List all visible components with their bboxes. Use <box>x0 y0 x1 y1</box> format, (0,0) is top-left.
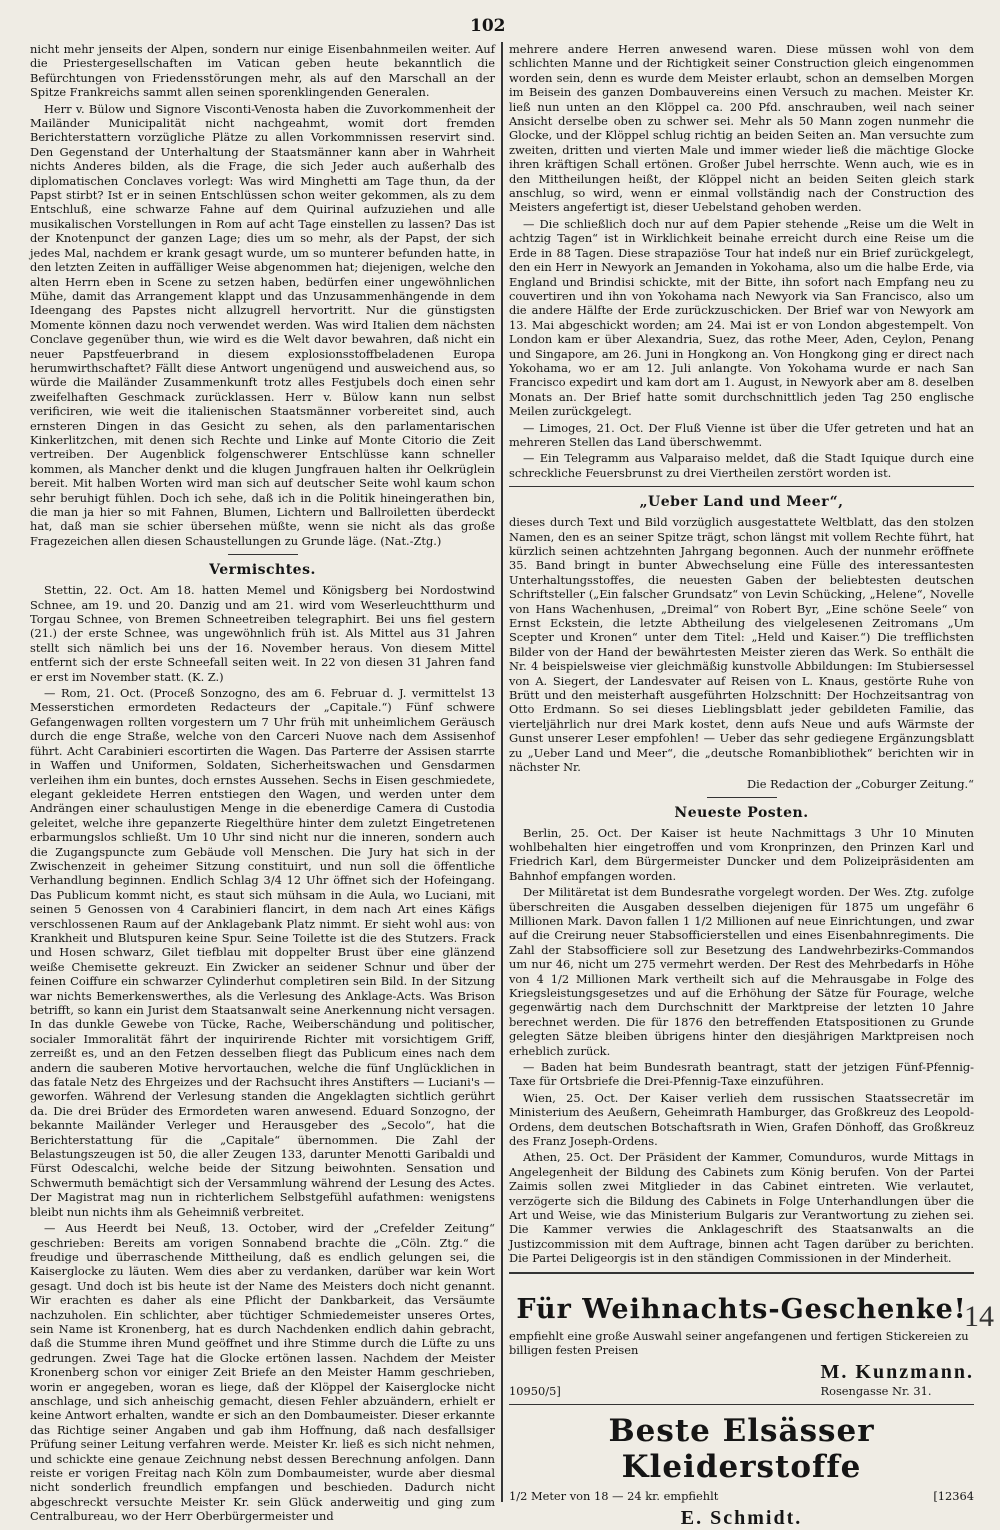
article-paragraph: — Die schließlich doch nur auf dem Papier stehende „Reise um die Welt in achtzig Tagen“ ist in Wirklichkeit beinahe erreicht durch eine Reise um die Erde in 88 Tagen. Diese strapaziöse Tour hat indeß nur ein Brief zurückgelegt, den ein Herr in Newyork an Jemanden in Yokohama, also um die halbe Erde, via England und Brindisi schickte, mit der Bitte, ihn sofort nach Empfang neu zu couvertiren und ihn von Yokohama nach Newyork via San Francisco, also um die andere Hälfte der Erde zurückzuschicken. Der Brief war von Newyork am 13. Mai abgeschickt worden; am 24. Mai ist er von London abgestempelt. Von London kam er über Alexandria, Suez, das rothe Meer, Aden, Ceylon, Penang und Singapore, am 26. Juni in Hongkong an. Von Hongkong ging er direct nach Yokohama, wo er am 12. Juli anlangte. Von Yokohama wurde er nach San Francisco expedirt und kam dort am 1. August, in Newyork aber am 8. deselben Monats an. Der Brief hatte somit durchschnittlich jeden Tag 250 englische Meilen zurückgelegt. <box>509 216 974 419</box>
advertisement-kunzmann <box>509 1272 974 1398</box>
article-paragraph: — Aus Heerdt bei Neuß, 13. October, wird der „Crefelder Zeitung“ geschrieben: Bereits am vorigen Sonnabend brachte die „Cöln. Ztg.“ die freudige und überraschende Mittheilung, daß es endlich gelungen sei, die Kaiserglocke zu läuten. Wem dies aber zu verdanken, darüber war kein Wort gesagt. Und doch ist bis heute ist der Name des Meisters doch nicht genannt. Wir erachten es daher als eine Pflicht der Dankbarkeit, das Versäumte nachzuholen. Ein schlichter, aber tüchtiger Schmiedemeister unseres Ortes, sein Name ist Kronenberg, hat es durch Nachdenken endlich dahin gebracht, daß die Stumme ihren Mund geöffnet und ihre Stimme durch die Lüfte zu uns gedrungen. Zwei Tage hat die Glocke ertönen lassen. Nachdem der Meister Kronenberg schon vor einiger Zeit Briefe an den Meister Hamm geschrieben, worin er angegeben, woran es liege, daß der Klöppel der Kaiserglocke nicht anschlage, und sich anheischig gemacht, diesen Fehler abzuändern, erhielt er keine Antwort erhalten, wandte er sich an den Dombaumeister. Dieser erkannte das Richtige seiner Angaben und gab ihm Hoffnung, daß nach desfallsiger Prüfung seiner Leitung verfahren werde. Meister Kr. ließ es sich nicht nehmen, und schickte eine genaue Zeichnung nebst dessen Berechnung anfolgen. Dann reiste er vorigen Freitag nach Köln zum Dombaumeister, wurde aber diesmal nicht sonderlich freundlich empfangen und beschieden. Dadurch nicht abgeschreckt versuchte Meister Kr. sein Glück anderweitig und ging zum Centralbureau, wo der Herr Oberbürgermeister und <box>30 1221 495 1524</box>
left-column <box>30 42 495 1524</box>
ad-footer <box>509 1361 974 1398</box>
section-heading: Neueste Posten. <box>674 804 809 821</box>
ad-text: 1/2 Meter von 18 — 24 kr. empfiehlt <box>509 1488 719 1503</box>
ad-code: [12364 <box>933 1488 974 1503</box>
ad-line <box>509 1489 974 1503</box>
margin-note: 14 <box>964 1300 994 1333</box>
article-paragraph: nicht mehr jenseits der Alpen, sondern nur einige Eisenbahnmeilen weiter. Auf die Priestergesellschaften im Vatican geben heute bekanntlich die Befürchtungen von Friedensstörungen mehr, als auf den Marschall an der Spitze Frankreichs sammt allen seinen sporenklingenden Generalen. <box>30 42 495 100</box>
column-rule <box>501 42 503 1502</box>
article-paragraph: dieses durch Text und Bild vorzüglich ausgestattete Weltblatt, das den stolzen Namen, den es an seiner Spitze trägt, schon längst mit vollem Rechte führt, hat kürzlich seinen achtzehnten Jahrgang begonnen. Auch der nunmehr eröffnete 35. Band bringt in bunter Abwechselung eine Fülle des interessantesten Unterhaltungsstoffes, die neuesten Gaben der beliebtesten deutschen Schriftsteller („Ein falscher Grundsatz“ von Levin Schücking, „Helene“, Novelle von Hans Wachenhusen, „Dreimal“ von Robert Byr, „Eine schöne Seele“ von Ernst Eckstein, die letzte Abtheilung des vielgelesenen Zeitromans „Um Scepter und Kronen“ unter dem Titel: „Held und Kaiser.“) Die trefflichsten Bilder von der Hand der bewährtesten Meister zieren das Werk. So enthält die Nr. 4 beispielsweise vier gleichmäßig kunstvolle Abbildungen: Im Stubiersessel von A. Siegert, der Landesvater auf Reisen von L. Knaus, gestörte Ruhe von Brütt und den meisterhaft ausgeführten Holzschnitt: Der Hochzeitsantrag von Otto Erdmann. So sei dieses Lieblingsblatt jeder gebildeten Familie, das vierteljährlich nur drei Mark kostet, denn aufs Neue und aufs Wärmste der Gunst unserer Leser empfohlen! — Ueber das sehr gediegene Ergänzungsblatt zu „Ueber Land und Meer“, die „deutsche Romanbibliothek“ berichten wir in nächster Nr. <box>509 515 974 775</box>
article-paragraph: Athen, 25. Oct. Der Präsident der Kammer, Comunduros, wurde Mittags in Angelegenheit der Bildung des Cabinets zum König berufen. Von der Partei Zaimis sollen zwei Mitglieder in das Cabinet eintreten. Wie verlautet, verzögerte sich die Bildung des Cabinets in Folge Unterhandlungen über die Art und Weise, wie das Ministerium Bulgaris zur Verantwortung zu ziehen sei. Die Kammer verwies die Anklageschrift des Staatsanwalts an die Justizcommission mit dem Auftrage, binnen acht Tagen darüber zu berichten. Die Partei Deligeorgis ist in den ständigen Commissionen in der Minderheit. <box>509 1150 974 1266</box>
advertisement-schmidt <box>509 1413 974 1530</box>
section-heading: „Ueber Land und Meer“, <box>639 494 844 511</box>
ad-advertiser <box>821 1361 974 1398</box>
ad-title: Beste Elsässer Kleiderstoffe <box>608 1412 875 1485</box>
divider <box>509 1404 974 1405</box>
ad-title: Für Weihnachts-Geschenke! <box>516 1293 967 1325</box>
divider <box>228 554 298 555</box>
section-heading: Vermischtes. <box>209 562 316 579</box>
ad-code: 10950/5] <box>509 1383 561 1398</box>
article-paragraph: Herr v. Bülow und Signore Visconti-Venosta haben die Zuvorkommenheit der Mailänder Municipalität nicht nachgeahmt, womit dort fremden Berichterstattern vorzügliche Plätze zu allen Vorkommnissen reservirt sind. Den Gegenstand der Unterhaltung der Staatsmänner kann aber in Wahrheit nichts Anderes bilden, als die Frage, die sich Jeder auch außerhalb des diplomatischen Conclaves vorlegt: Was wird Minghetti am Tage thun, da der Papst stirbt? Ist er in seinen Entschlüssen schon weiter gekommen, als zu dem Entschluß, eine schwarze Fahne auf dem Quirinal aufzuziehen und alle musikalischen Vorstellungen in Rom auf acht Tage einstellen zu lassen? Das ist der Knotenpunct der ganzen Lage; dies um so mehr, als der Papst, der sich jedes Mal, nachdem er krank gesagt wurde, um so munterer befunden hatte, in den letzten Zeiten in auffälliger Weise abgenommen hat; diejenigen, welche den alten Herrn eben in Scene zu setzen haben, bedürfen einer ungewöhnlichen Mühe, damit das Arrangement klappt und das Unzusammenhängende in dem Ideengang des Papstes nicht allzugrell hervortritt. Nur die günstigsten Momente können dazu noch verwendet werden. Was wird Italien dem nächsten Conclave gegenüber thun, wie wird es die Welt davor bewahren, daß nicht ein neuer Papstfeuerbrand in diesem explosionsstoffbeladenen Europa herumwirthschaftet? Fällt diese Antwort ungenügend und ausweichend aus, so würde die Mailänder Zusammenkunft trotz alles Festjubels doch einen sehr zweifelhaften Geschmack zurücklassen. Herr v. Bülow kann nun selbst verificiren, wie weit die italienischen Staatsmänner vorbereitet sind, auch ernsteren Dingen in das Gesicht zu sehen, als den parlamentarischen Kinkerlitzchen, mit denen sich Rechte und Linke auf Monte Citorio die Zeit vertreiben. Der Augenblick folgenschwerer Entschlüsse kann schneller kommen, als Mancher denkt und die klugen Jungfrauen halten ihr Oelkrüglein bereit. Mit halben Worten wird man sich auf deutscher Seite wohl kaum schon sehr beruhigt fühlen. Doch ich sehe, daß ich in die Politik hineingerathen bin, die man ja hier so mit Fahnen, Blumen, Lichtern und Ballroiletten überdeckt hat, daß man sie schier übersehen müßte, wenn sie nicht als das große Fragezeichen allen diesen Schaustellungen zu Grunde läge. (Nat.-Ztg.) <box>30 101 495 548</box>
page-number: 102 <box>470 16 506 36</box>
ad-address: Rosengasse Nr. 31. <box>820 1383 932 1398</box>
ad-name: E. Schmidt. <box>680 1506 803 1529</box>
columns <box>30 42 974 1529</box>
article-paragraph: Berlin, 25. Oct. Der Kaiser ist heute Nachmittags 3 Uhr 10 Minuten wohlbehalten hier eingetroffen und vom Kronprinzen, den Prinzen Karl und Friedrich Karl, dem Bürgermeister Duncker und dem Polizeipräsidenten am Bahnhof empfangen worden. <box>509 825 974 883</box>
article-paragraph: Stettin, 22. Oct. Am 18. hatten Memel und Königsberg bei Nordostwind Schnee, am 19. und 20. Danzig und am 21. wird vom Weserleuchtthurm und Torgau Schnee, von Bremen Schneetreiben telegraphirt. Bei uns fiel gestern (21.) der erste Schnee, was ungewöhnlich früh ist. Als Mittel aus 31 Jahren stellt sich nämlich bei uns der 16. November heraus. Von diesem Mittel entfernt sich der erste Schneefall seiten weit. In 22 von diesen 31 Jahren fand er erst im November statt. (K. Z.) <box>30 583 495 684</box>
ad-name: M. Kunzmann. <box>820 1360 974 1383</box>
right-column <box>509 42 974 1529</box>
divider <box>509 486 974 487</box>
divider <box>707 797 777 798</box>
article-paragraph: — Rom, 21. Oct. (Proceß Sonzogno, des am 6. Februar d. J. vermittelst 13 Messerstichen ermordeten Redacteurs der „Capitale.“) Fünf schwere Gefangenwagen rollten vorgestern um 7 Uhr früh mit unheimlichem Geräusch durch die enge Straße, welche von den Carceri Nuove nach dem Assisenhof führt. Acht Carabinieri escortirten die Wagen. Das Parterre der Assisen starrte in Waffen und Uniformen, Soldaten, Sicherheitswachen und Gensdarmen verleihen ihm ein buntes, doch ernstes Aussehen. Sechs in Eisen geschmiedete, elegant gekleidete Herren entstiegen den Wagen, und werden unter dem Andrängen einer schaulustigen Menge in die ebenerdige Camera di Custodia geleitet, welche ihre gepanzerte Riegelthüre hinter dem zuletzt Eingetretenen erbarmungslos schließt. Um 10 Uhr sind nicht nur die inneren, sondern auch die Zugangspuncte zum Gebäude voll Menschen. Die Jury hat sich in der Zwischenzeit in geheimer Sitzung constituirt, und nun soll die öffentliche Verhandlung beginnen. Endlich Schlag 3/4 12 Uhr öffnet sich der Hofeingang. Das Publicum kommt nicht, es staut sich mühsam in die Aula, wo Luciani, mit seinen 5 Genossen von 4 Carabinieri flancirt, in dem nach Art eines Käfigs verschlossenen Raum auf der Anklagebank Platz nimmt. Er sieht wohl aus: von Krankheit und Blutspuren keine Spur. Seine Toilette ist die des Stutzers. Frack und Hosen schwarz, Gilet tiefblau mit doppelter Brust über eine glänzend weiße Chemisette gekreuzt. Ein Zwicker an seidener Schnur und über der feinen Coiffure ein schwarzer Cylinderhut completiren sein Bild. In der Sitzung war nichts Bemerkenswerthes, als die Verlesung des Anklage-Acts. Was Brison betrifft, so kann ein Jurist dem Staatsanwalt seine Anerkennung nicht versagen. In das dunkle Gewebe von Tücke, Rache, Weiberschändung und politischer, socialer Immoralität fährt der inquirirende Richter mit vorsichtigem Griff, zerreißt es, und an den Fetzen desselben fliegt das Publicum eines nach dem andern die sauberen Motive hervortauchen, welche die fünf Unglücklichen in das fatale Netz des Ehrgeizes und der Rachsucht ihres Anstifters — Luciani's — geworfen. Während der Verlesung standen die Angeklagten sichtlich gerührt da. Die drei Brüder des Ermordeten waren anwesend. Eduard Sonzogno, der bekannte Mailänder Verleger und Herausgeber des „Secolo“, hat die Berichterstattung für die „Capitale“ übernommen. Die Zahl der Belastungszeugen ist 50, die aller Zeugen 133, darunter Menotti Garibaldi und Fürst Odescalchi, welche beide der Sitzung beiwohnten. Sensation und Schwermuth bemächtigt sich der Versammlung während der Lesung des Actes. Der Magistrat mag nun in richterlichem Selbstgefühl aufathmen: wenigstens bleibt nun nichts ihm als Geheimniß verbreitet. <box>30 686 495 1219</box>
article-paragraph: Wien, 25. Oct. Der Kaiser verlieh dem russischen Staatssecretär im Ministerium des Aeußern, Geheimrath Hamburger, das Großkreuz des Leopold-Ordens, dem deutschen Botschaftsrath in Wien, Grafen Dönhoff, das Großkreuz des Franz Joseph-Ordens. <box>509 1090 974 1149</box>
article-paragraph: — Ein Telegramm aus Valparaiso meldet, daß die Stadt Iquique durch eine schreckliche Feuersbrunst zu drei Viertheilen zerstört worden ist. <box>509 451 974 480</box>
article-paragraph: Der Militäretat ist dem Bundesrathe vorgelegt worden. Der Wes. Ztg. zufolge überschreiten die Ausgaben desselben diejenigen für 1875 um ungefähr 6 Millionen Mark. Davon fallen 1 1/2 Millionen auf neue Einrichtungen, und zwar auf die Creirung neuer Stabsofficierstellen und eines Eisenbahnregiments. Die Zahl der Stabsofficiere soll zur Besetzung des Landwehrbezirks-Commandos um nur 46, nicht um 275 vermehrt werden. Der Rest des Mehrbedarfs in Höhe von 4 1/2 Millionen Mark vertheilt sich auf die Mehrausgabe in Folge des Kriegsleistungsgesetzes und auf die Erhöhung der Sätze für Fourage, welche gegenwärtig nach dem Durchschnitt der Marktpreise der letzten 10 Jahre berechnet werden. Die für 1876 den betreffenden Etatspositionen zu Grunde gelegten Sätze bleiben übrigens hinter den diesjährigen Marktpreisen noch erheblich zurück. <box>509 885 974 1058</box>
article-paragraph: mehrere andere Herren anwesend waren. Diese müssen wohl von dem schlichten Manne und der Richtigkeit seiner Construction gleich eingenommen worden sein, denn es wurde dem Meister erlaubt, schon an demselben Morgen im Beisein des ganzen Dombauvereins einen Versuch zu machen. Meister Kr. ließ nun unten an den Klöppel ca. 200 Pfd. anschrauben, weil nach seiner Ansicht derselbe oben zu schwer sei. Mehr als 50 Mann zogen nunmehr die Glocke, und der Klöppel schlug richtig an beiden Seiten an. Man versuchte zum zweiten, dritten und vierten Male und immer wieder ließ die mächtige Glocke ihren kräftigen Schall ertönen. Großer Jubel herrschte. Wenn auch, wie es in den Mittheilungen heißt, der Klöppel nicht an beiden Seiten gleich stark anschlug, so wird, wenn er einmal vollständig nach der Construction des Meisters angefertigt ist, dieser Uebelstand gehoben werden. <box>509 42 974 215</box>
article-paragraph: — Baden hat beim Bundesrath beantragt, statt der jetzigen Fünf-Pfennig-Taxe für Ortsbriefe die Drei-Pfennig-Taxe einzuführen. <box>509 1060 974 1089</box>
signature: Die Redaction der „Coburger Zeitung.“ <box>747 776 974 791</box>
article-paragraph: — Limoges, 21. Oct. Der Fluß Vienne ist über die Ufer getreten und hat an mehreren Stellen das Land überschwemmt. <box>509 420 974 449</box>
ad-text: empfiehlt eine große Auswahl seiner angefangenen und fertigen Stickereien zu billigen festen Preisen <box>509 1328 969 1357</box>
